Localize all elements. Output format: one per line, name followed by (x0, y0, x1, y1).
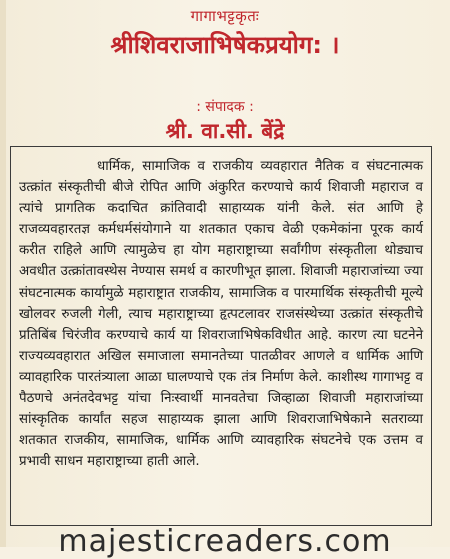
editor-label: : संपादक : (196, 99, 254, 115)
author-title: गागाभट्टकृतः (190, 7, 260, 25)
page-edge (0, 0, 6, 547)
description-paragraph: धार्मिक, सामाजिक व राजकीय व्यवहारात नैतिक व संघटनात्मक उत्क्रांत संस्कृतीची बीजे रोपित आणि अंकुरित करण्याचे कार्य शिवाजी महाराज व त्यांचे प्रागतिक कदाचित क्रांतिवादी साहाय्यक यांनी केले. संत आणि हे राजव्यवहारतज्ञ कर्मधर्मसंयोगाने या शतकात एकाच वेळी एकमेकांना पूरक कार्य करीत राहिले आणि त्यामुळेच हा योग महाराष्ट्राच्या सर्वांगीण संस्कृतीला थोड्याच अवधीत उत्क्रांतावस्थेस नेण्यास समर्थ व कारणीभूत झाला. शिवाजी महाराजांच्या ज्या संघटनात्मक कार्यामुळे महाराष्ट्रात राजकीय, सामाजिक व पारमार्थिक संस्कृतीची मूल्ये खोलवर रुजली गेली, त्याच महाराष्ट्राच्या हृत्पटलावर राजसंस्थेच्या उत्क्रांत संस्कृतीचे प्रतिबिंब चिरंजीव करण्याचे कार्य या शिवराजाभिषेकविधीत आहे. कारण त्या घटनेने राज्यव्यवहारात अखिल समाजाला समानतेच्या पातळीवर आणले व धार्मिक आणि व्यावहारिक पारतंत्र्याला आळा घालण्याचे एक तंत्र निर्माण केले. काशीस्थ गागाभट्ट व पैठणचे अनंतदेवभट्ट यांचा निःस्वार्थी मानवतेचा जिव्हाळा शिवाजी महाराजांच्या सांस्कृतिक कार्यांत सहज साहाय्यक झाला आणि शिवराजाभिषेकाने सतराव्या शतकात राजकीय, सामाजिक, धार्मिक आणि व्यावहारिक संघटनेचे एक उत्तम व प्रभावी साधन महाराष्ट्राच्या हाती आले. (19, 159, 423, 470)
editor-name: श्री. वा.सी. बेंद्रे (165, 119, 285, 143)
watermark-text: majesticreaders.com (58, 524, 392, 559)
description-box (10, 146, 432, 526)
book-title: श्रीशिवराजाभिषेकप्रयोग: । (110, 31, 340, 59)
